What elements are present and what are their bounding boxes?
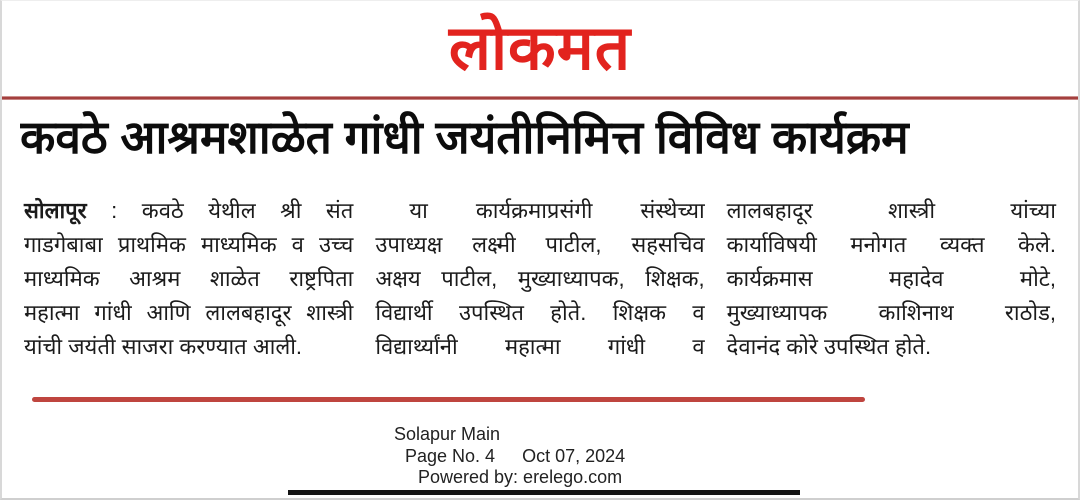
article-column-1 <box>24 194 353 364</box>
body-line: कार्याविषयी मनोगत व्यक्त केले. <box>726 232 1056 257</box>
body-line: मुख्याध्यापक काशिनाथ राठोड, <box>726 300 1056 325</box>
body-line: अक्षय पाटील, मुख्याध्यापक, शिक्षक, <box>375 266 705 291</box>
body-line: गाडगेबाबा प्राथमिक माध्यमिक व उच्च <box>24 232 354 257</box>
body-line: माध्यमिक आश्रम शाळेत राष्ट्रपिता <box>24 266 354 291</box>
article-column-2 <box>375 194 704 364</box>
body-line-text: : कवठे येथील श्री संत <box>86 198 354 223</box>
body-line: देवानंद कोरे उपस्थित होते. <box>726 334 932 359</box>
body-line <box>24 194 353 228</box>
footer-date: Oct 07, 2024 <box>522 445 626 466</box>
article-body <box>24 194 1056 364</box>
body-line: विद्यार्थी उपस्थित होते. शिक्षक व <box>375 300 705 325</box>
footer-edition: Solapur Main <box>394 424 501 444</box>
body-line: विद्यार्थ्यांनी महात्मा गांधी व <box>375 334 705 359</box>
dateline: सोलापूर <box>24 198 87 223</box>
lokmat-masthead-logo: लोकमत <box>448 14 632 83</box>
body-line: महात्मा गांधी आणि लालबहादूर शास्त्री <box>24 300 354 325</box>
body-line: लालबहादूर शास्त्री यांच्या <box>726 198 1056 223</box>
article-column-3 <box>727 194 1056 364</box>
body-line: कार्यक्रमास महादेव मोटे, <box>726 266 1056 291</box>
clipping-footer <box>394 424 625 489</box>
next-article-separator-rule <box>32 397 865 402</box>
body-line: उपाध्यक्ष लक्ष्मी पाटील, सहसचिव <box>375 232 705 257</box>
bottom-rule <box>288 490 800 495</box>
masthead-divider-rule <box>2 96 1078 100</box>
body-line: या कार्यक्रमाप्रसंगी संस्थेच्या <box>409 198 705 223</box>
footer-page-date-line <box>394 446 625 468</box>
footer-powered-by: Powered by: erelego.com <box>418 467 623 487</box>
article-headline: कवठे आश्रमशाळेत गांधी जयंतीनिमित्त विविध कार्यक्रम <box>20 111 909 163</box>
footer-page-number: Page No. 4 <box>405 445 496 466</box>
body-line: यांची जयंती साजरा करण्यात आली. <box>24 334 303 359</box>
